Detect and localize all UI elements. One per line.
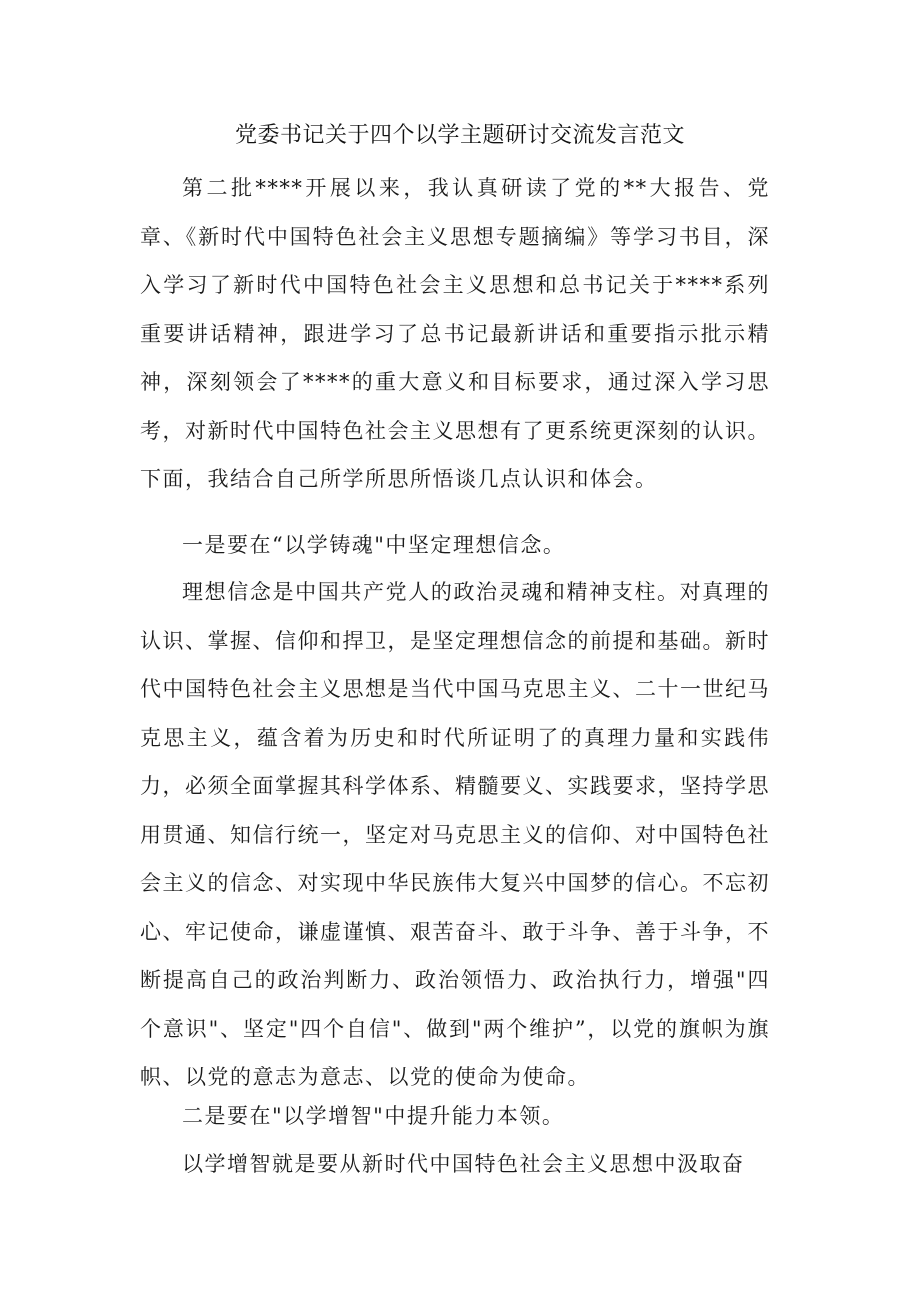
section-heading-1: 一是要在“以学铸魂"中坚定理想信念。 [182, 533, 566, 557]
paragraph-intro: 第二批****开展以来，我认真研读了党的**大报告、党章、《新时代中国特色社会主义思想专题摘编》等学习书目，深入学习了新时代中国特色社会主义思想和总书记关于****系列重要讲话精神，跟进学习了总书记最新讲话和重要指示批示精神，深刻领会了****的重大意义和目标要求，通过深入学习思考，对新时代中国特色社会主义思想有了更系统更深刻的认识。下面，我结合自己所学所思所悟谈几点认识和体会。 [140, 176, 770, 491]
paragraph-section-2: 以学增智就是要从新时代中国特色社会主义思想中汲取奋 [182, 1152, 745, 1176]
paragraph-section-1: 理想信念是中国共产党人的政治灵魂和精神支柱。对真理的认识、掌握、信仰和捍卫，是坚定理想信念的前提和基础。新时代中国特色社会主义思想是当代中国马克思主义、二十一世纪马克思主义，蕴含着为历史和时代所证明了的真理力量和实践伟力，必须全面掌握其科学体系、精髓要义、实践要求，坚持学思用贯通、知信行统一，坚定对马克思主义的信仰、对中国特色社会主义的信念、对实现中华民族伟大复兴中国梦的信心。不忘初心、牢记使命，谦虚谨慎、艰苦奋斗、敢于斗争、善于斗争，不断提高自己的政治判断力、政治领悟力、政治执行力，增强"四个意识"、坚定"四个自信"、做到"两个维护”，以党的旗帜为旗帜、以党的意志为意志、以党的使命为使命。 [140, 580, 770, 1089]
section-heading-2: 二是要在"以学增智"中提升能力本领。 [182, 1104, 565, 1128]
document-title: 党委书记关于四个以学主题研讨交流发言范文 [234, 123, 685, 148]
